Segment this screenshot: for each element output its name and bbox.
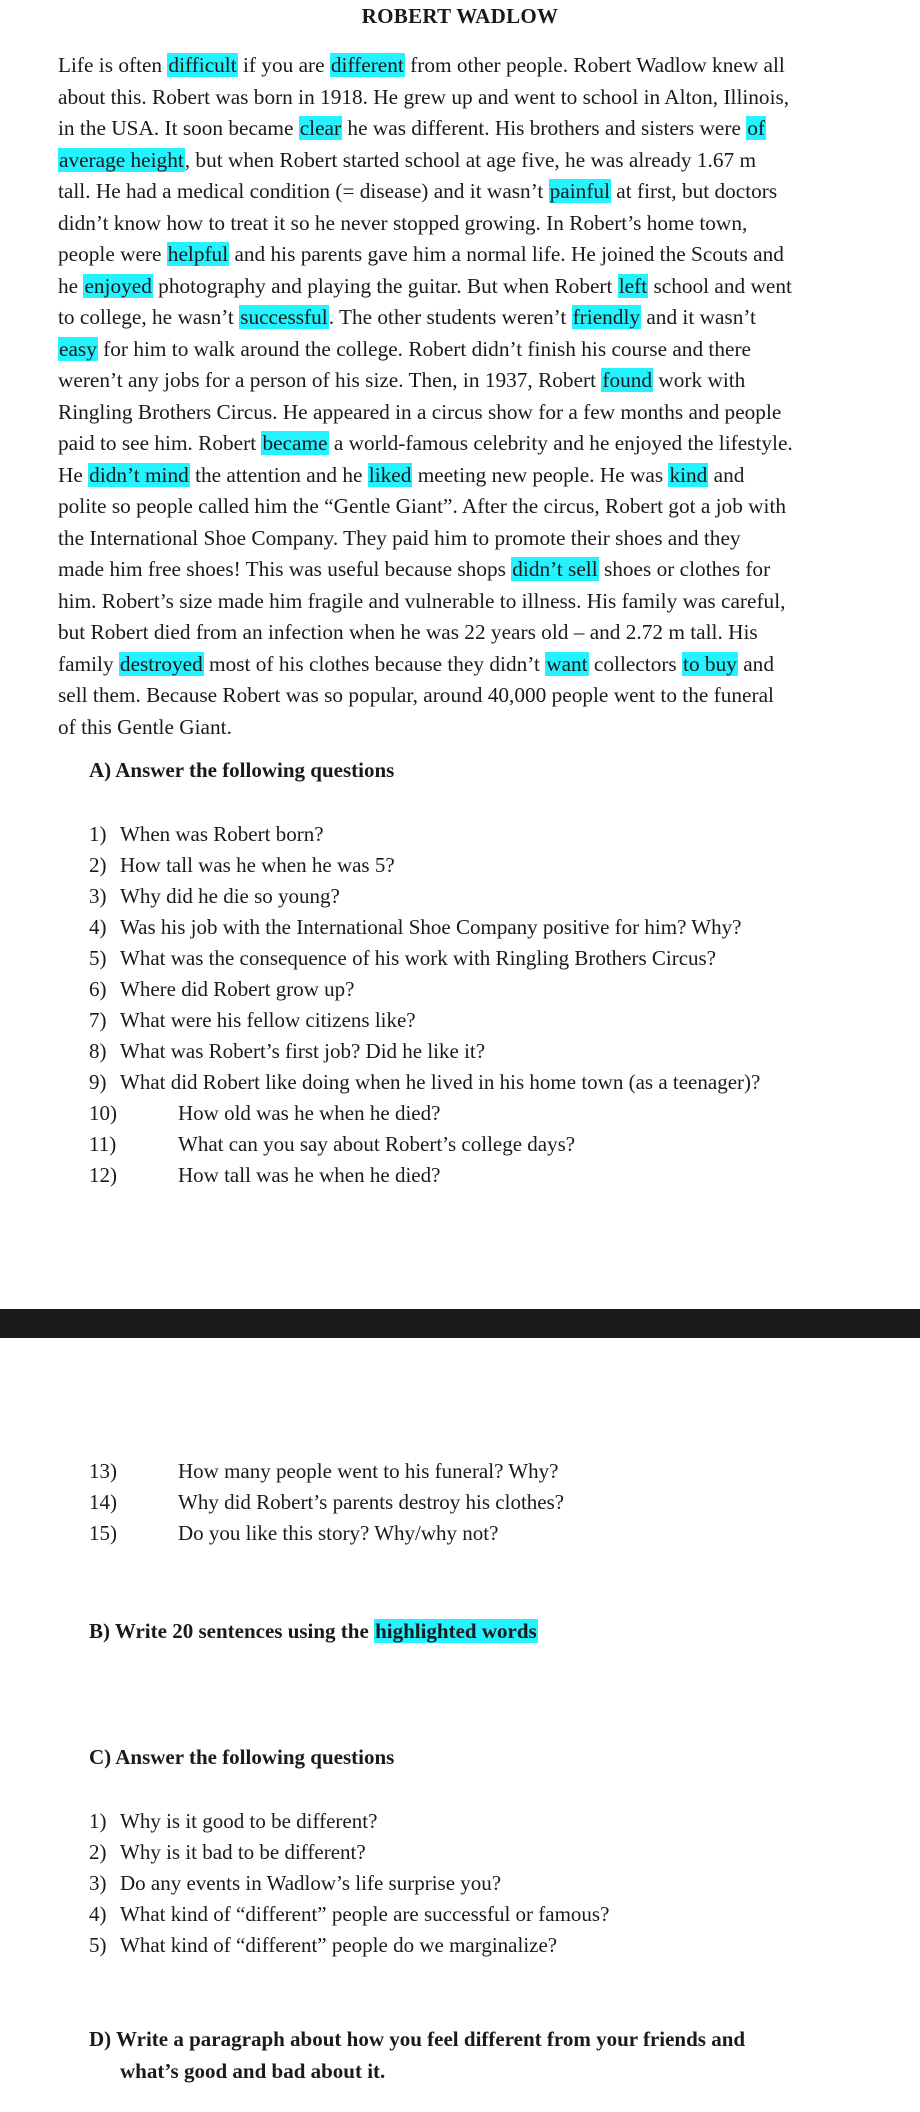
paragraph-text: and his parents gave him a normal life. He joined the Scouts and bbox=[229, 242, 784, 266]
paragraph-text: and bbox=[708, 462, 745, 487]
paragraph-text: tall. He had a medical condition (= disease) and it wasn’t bbox=[58, 179, 549, 203]
paragraph-line bbox=[58, 586, 876, 618]
highlighted-word: found bbox=[602, 368, 653, 392]
paragraph-text: didn’t know how to treat it so he never stopped growing. In Robert’s home town, bbox=[58, 210, 748, 235]
paragraph-text: . The other students weren’t bbox=[328, 305, 572, 329]
highlighted-word: enjoyed bbox=[84, 273, 152, 298]
paragraph-text: Ringling Brothers Circus. He appeared in a circus show for a few months and people bbox=[58, 399, 782, 424]
paragraph-text: the attention and he bbox=[189, 462, 368, 487]
highlighted-word: didn’t mind bbox=[89, 462, 189, 487]
paragraph-text: people were bbox=[58, 242, 167, 266]
highlighted-word: of bbox=[747, 116, 765, 140]
paragraph-text: a world-famous celebrity and he enjoyed the lifestyle. bbox=[328, 431, 793, 455]
paragraph-text: he was different. His brothers and sisters were bbox=[342, 116, 747, 140]
paragraph-text: , but when Robert started school at age five, he was already 1.67 m bbox=[184, 147, 757, 172]
paragraph-text: and bbox=[737, 651, 774, 676]
paragraph-text: paid to see him. Robert bbox=[58, 431, 262, 455]
highlighted-word: to buy bbox=[683, 651, 737, 676]
paragraph-text: for him to walk around the college. Robert didn’t finish his course and there bbox=[97, 336, 751, 361]
paragraph-text: weren’t any jobs for a person of his size. Then, in 1937, Robert bbox=[58, 368, 602, 392]
paragraph-line bbox=[58, 176, 876, 208]
paragraph-line bbox=[58, 302, 876, 334]
paragraph-line bbox=[58, 82, 876, 114]
highlighted-word: destroyed bbox=[119, 651, 203, 676]
paragraph-text: meeting new people. He was bbox=[412, 462, 669, 487]
paragraph-line bbox=[58, 397, 876, 429]
paragraph-line bbox=[58, 365, 876, 397]
highlighted-word: different bbox=[330, 53, 404, 77]
paragraph-line bbox=[58, 208, 876, 240]
paragraph-text: if you are bbox=[237, 53, 330, 77]
highlighted-words-label: highlighted words bbox=[375, 1619, 537, 1643]
paragraph-text: him. Robert’s size made him fragile and vulnerable to illness. His family was careful, bbox=[58, 588, 786, 613]
paragraph-text: and it wasn’t bbox=[641, 305, 756, 329]
worksheet-page: ROBERT WADLOW Life is often difficult if you are different from other people. Robert Wadlow knew all about this. Robert was born in 1918. He grew up and went to school in Alton, Illinois, in the USA. It soon became clear he was different. His brothers and sisters were of average height, but when Robert started school at age five, he was already 1.67 m tall. He had a medical condition (= disease) and it wasn’t painful at first, but doctors didn’t know how to treat it so he never stopped growing. In Robert’s home town, people were helpful and his parents gave him a normal life. He joined the Scouts and he enjoyed photography and playing the guitar. But when Robert left school and went to college, he wasn’t successful. The other students weren’t friendly and it wasn’t easy for him to walk around the college. Robert didn’t finish his course and there weren’t any jobs for a person of his size. Then, in 1937, Robert found work with Ringling Brothers Circus. He appeared in a circus show for a few months and people paid to see him. Robert became a world-famous celebrity and he enjoyed the lifestyle. He didn’t mind the attention and he liked meeting new people. He was kind and polite so people called him the “Gentle Giant”. After the circus, Robert got a job with the International Shoe Company. They paid him to promote their shoes and they made him free shoes! This was useful because shops didn’t sell shoes or clothes for him. Robert’s size made him fragile and vulnerable to illness. His family was careful, but Robert died from an infection when he was 22 years old – and 2.72 m tall. His family destroyed most of his clothes because they didn’t want collectors to buy and sell them. Because Robert was so popular, around 40,000 people went to the funeral of this Gentle Giant. A) Answer the following questions 1) When was Robert born? 2) How tall was he when he was 5? 3) Why did he die so young? 4) Was his job with the International Shoe Company positive for him? Why? 5) What was the consequence of his work with Ringling Brothers Circus? 6) Where did Robert grow up? 7) What were his fellow citizens like? 8) What was Robert’s first job? Did he like it? 9) What did Robert like doing when he lived in his home town (as a teenager)? 10) How old was he when he died? 11) What can you say about Robert’s college days? 12) How tall was he when he died? 13) How many people went to his funeral? Why? 14) Why did Robert’s parents destroy his clothes? 15) Do you like this story? Why/why not? B) Write 20 sentences using the highlighted words C) Answer the following questions 1) Why is it good to be different? 2) Why is it bad to be different? 3) Do any events in Wadlow’s life surprise you? 4) What kind of “different” people are successful or famous? 5) What kind of “different” people do we marginalize? D) Write a paragraph about how you feel different from your friends and what’s good and bad about it. bbox=[0, 0, 920, 2112]
paragraph-text: the International Shoe Company. They paid him to promote their shoes and they bbox=[58, 525, 741, 550]
section-b-heading-text: B) Write 20 sentences using the bbox=[89, 1619, 375, 1643]
paragraph-text: in the USA. It soon became bbox=[58, 116, 299, 140]
paragraph-line bbox=[58, 712, 876, 744]
paragraph-text: but Robert died from an infection when he was 22 years old – and 2.72 m tall. His bbox=[58, 620, 758, 644]
paragraph-text: photography and playing the guitar. But when Robert bbox=[152, 273, 618, 298]
highlighted-word: friendly bbox=[572, 305, 641, 329]
paragraph-line bbox=[58, 50, 876, 82]
paragraph-line bbox=[58, 649, 876, 681]
paragraph-text: from other people. Robert Wadlow knew all bbox=[404, 53, 785, 77]
paragraph-text: collectors bbox=[588, 651, 683, 676]
highlighted-word: easy bbox=[59, 336, 97, 361]
highlighted-word: painful bbox=[549, 179, 610, 203]
paragraph-line bbox=[58, 680, 876, 712]
paragraph-text: about this. Robert was born in 1918. He grew up and went to school in Alton, Illinois, bbox=[58, 84, 790, 109]
paragraph-text: family bbox=[58, 651, 119, 676]
section-c-heading: C) Answer the following questions bbox=[89, 1745, 395, 1769]
paragraph-text: most of his clothes because they didn’t bbox=[203, 651, 546, 676]
highlighted-word: became bbox=[262, 431, 328, 455]
document-title: ROBERT WADLOW bbox=[361, 4, 559, 28]
paragraph-text: sell them. Because Robert was so popular, around 40,000 people went to the funeral bbox=[58, 683, 774, 707]
paragraph-line bbox=[58, 145, 876, 177]
paragraph-line bbox=[58, 523, 876, 555]
highlighted-word: difficult bbox=[168, 53, 237, 77]
paragraph-text: made him free shoes! This was useful because shops bbox=[58, 557, 512, 581]
paragraph-text: He bbox=[58, 462, 89, 487]
section-d-heading-line2: what’s good and bad about it. bbox=[120, 2059, 386, 2083]
highlighted-word: left bbox=[618, 273, 648, 298]
paragraph-line bbox=[58, 334, 876, 366]
paragraph-text: school and went bbox=[648, 273, 792, 298]
paragraph-line bbox=[58, 460, 876, 492]
paragraph-text: work with bbox=[653, 368, 746, 392]
paragraph-line bbox=[58, 239, 876, 271]
paragraph-text: of this Gentle Giant. bbox=[58, 714, 232, 739]
page-break-bar bbox=[0, 1309, 920, 1338]
story-paragraph bbox=[58, 50, 876, 743]
paragraph-text: shoes or clothes for bbox=[598, 557, 771, 581]
paragraph-line bbox=[58, 271, 876, 303]
section-a-heading: A) Answer the following questions bbox=[89, 758, 395, 782]
highlighted-word: clear bbox=[299, 116, 342, 140]
highlighted-word: kind bbox=[669, 462, 708, 487]
highlighted-word: want bbox=[546, 651, 588, 676]
paragraph-text: to college, he wasn’t bbox=[58, 305, 240, 329]
highlighted-word: didn’t sell bbox=[512, 557, 598, 581]
paragraph-text: he bbox=[58, 273, 84, 298]
paragraph-text: at first, but doctors bbox=[610, 179, 778, 203]
paragraph-line bbox=[58, 491, 876, 523]
highlighted-word: successful bbox=[240, 305, 328, 329]
paragraph-text: polite so people called him the “Gentle Giant”. After the circus, Robert got a job with bbox=[58, 494, 787, 518]
paragraph-line bbox=[58, 113, 876, 145]
highlighted-word: average height bbox=[59, 147, 184, 172]
paragraph-line bbox=[58, 428, 876, 460]
paragraph-line bbox=[58, 554, 876, 586]
highlighted-word: helpful bbox=[167, 242, 229, 266]
section-d-heading-line1: D) Write a paragraph about how you feel different from your friends and bbox=[89, 2027, 746, 2051]
section-b-heading bbox=[89, 1619, 538, 1644]
paragraph-text: Life is often bbox=[58, 53, 168, 77]
paragraph-line bbox=[58, 617, 876, 649]
highlighted-word: liked bbox=[368, 462, 412, 487]
